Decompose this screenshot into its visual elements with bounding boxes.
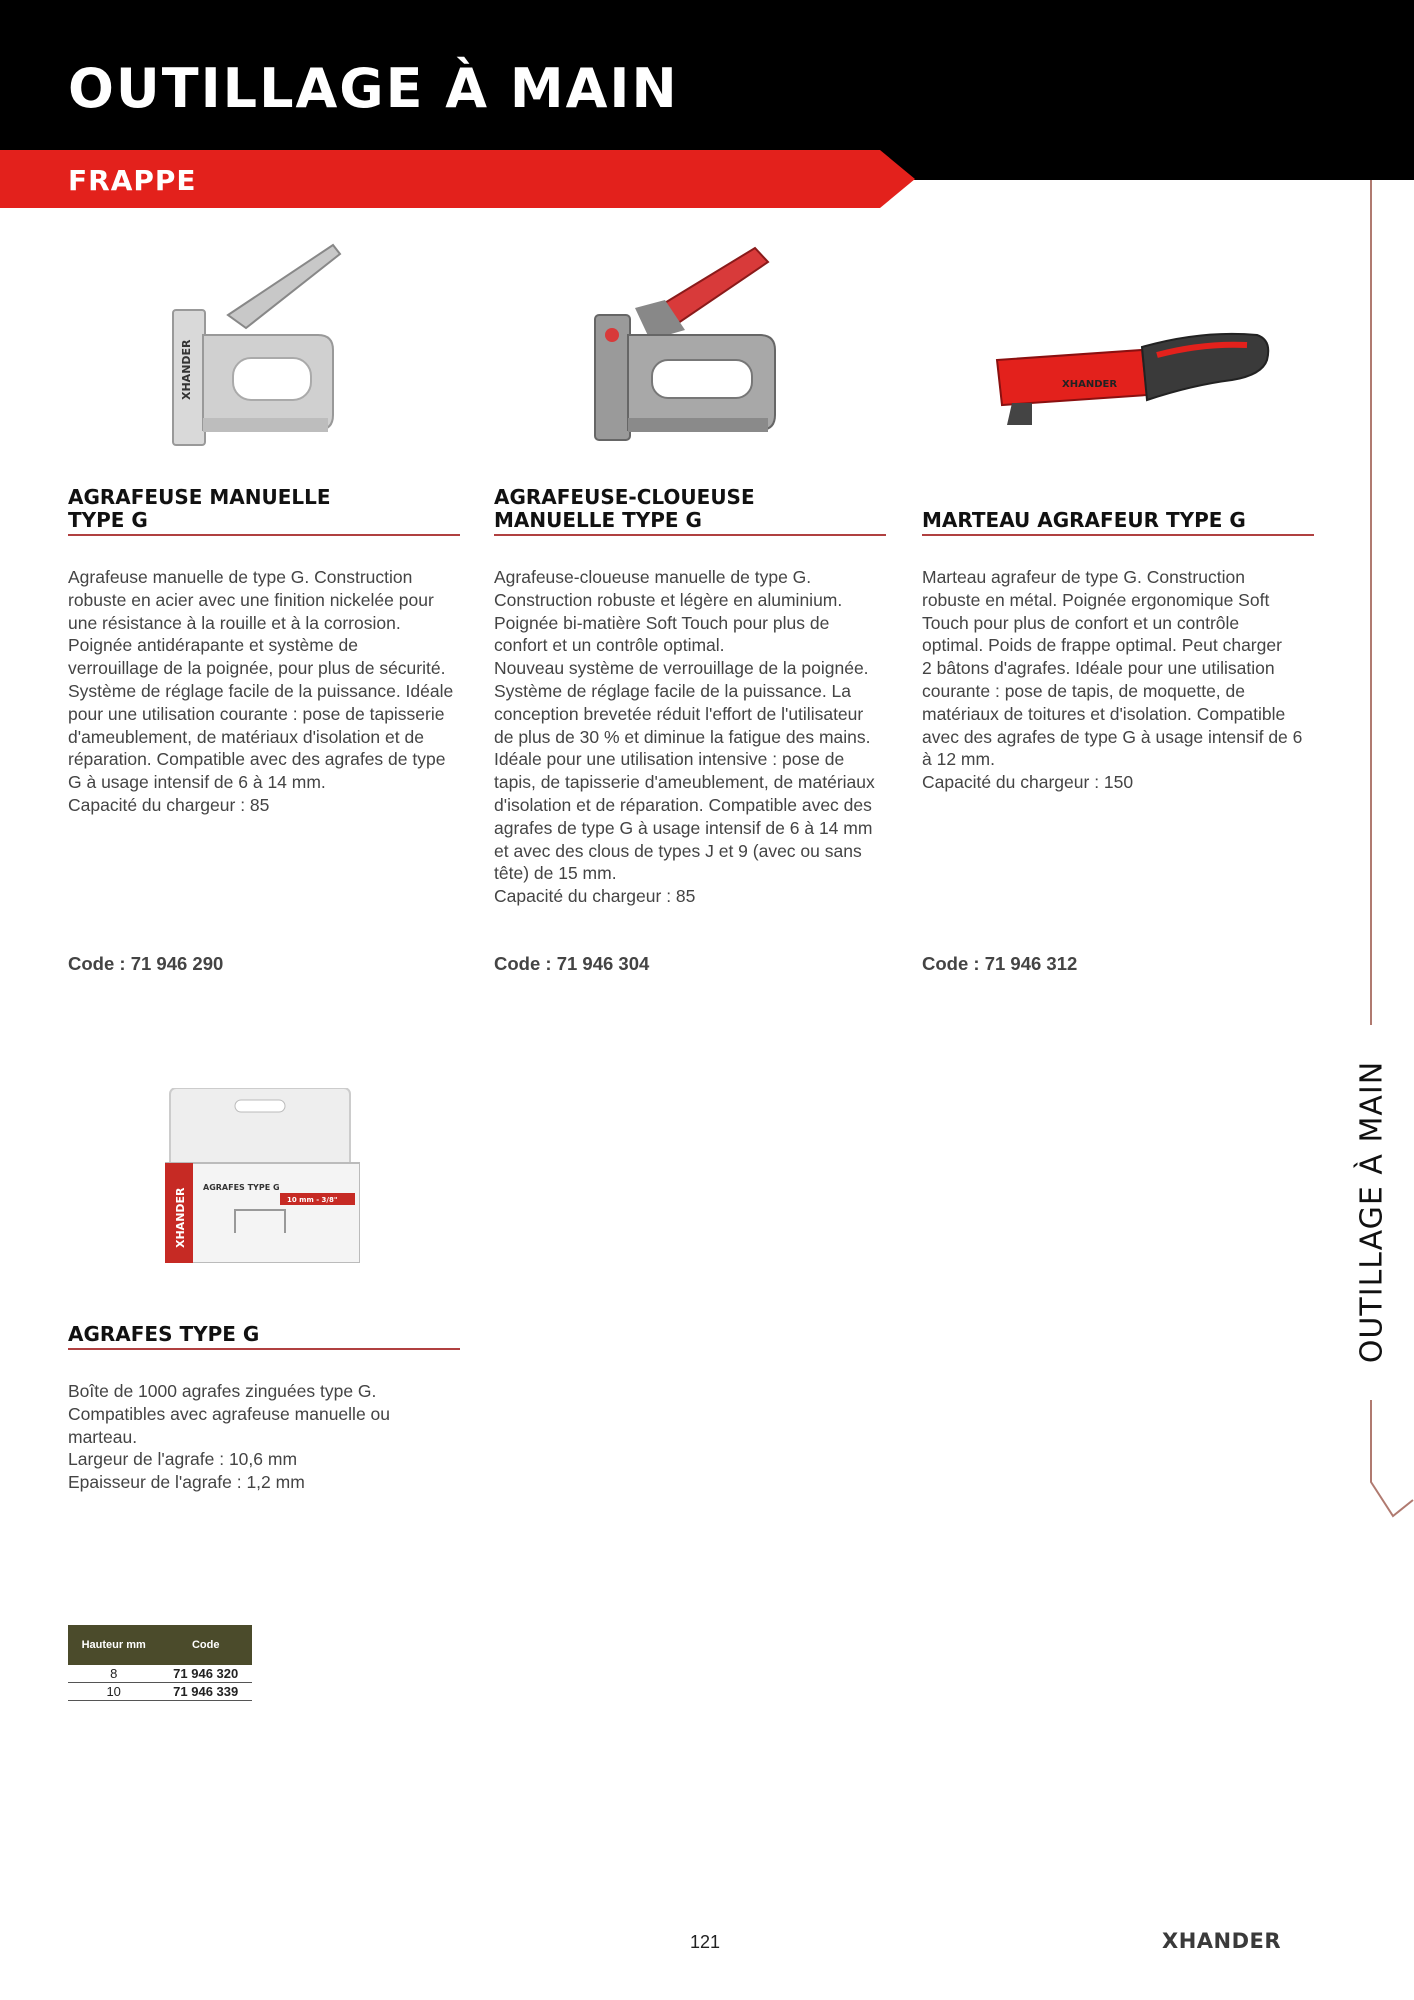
product-description <box>494 566 894 908</box>
svg-text:XHANDER: XHANDER <box>1062 379 1118 390</box>
table-row <box>68 1665 252 1683</box>
description-line: Agrafeuse manuelle de type G. Construction <box>68 567 413 587</box>
staples-code-table <box>68 1625 252 1701</box>
description-line: Epaisseur de l'agrafe : 1,2 mm <box>68 1472 305 1493</box>
product-title <box>68 1292 460 1350</box>
description-line: réparation. Compatible avec des agrafes de type <box>68 749 446 770</box>
side-chevron-icon <box>1368 1470 1414 1520</box>
staples-box-image <box>165 1088 360 1263</box>
side-rule <box>1370 1400 1372 1480</box>
page-number: 121 <box>690 1932 721 1952</box>
stapler-image <box>168 240 348 450</box>
description-line: optimal. Poids de frappe optimal. Peut charger <box>922 635 1282 656</box>
product-title-line: MARTEAU AGRAFEUR TYPE G <box>922 508 1246 532</box>
table-cell-height: 10 <box>68 1683 159 1701</box>
description-line: Nouveau système de verrouillage de la poignée. <box>494 658 869 679</box>
product-description <box>922 566 1322 794</box>
table-cell-code: 71 946 339 <box>159 1683 252 1701</box>
stapler-nailer-image <box>590 240 780 445</box>
description-line: avec des agrafes de type G à usage intensif de 6 <box>922 726 1303 747</box>
box-name: AGRAFES TYPE G <box>203 1183 280 1192</box>
description-line: une résistance à la rouille et à la corrosion. <box>68 612 401 633</box>
box-brand: XHANDER <box>174 1187 187 1248</box>
description-line: Compatibles avec agrafeuse manuelle ou <box>68 1403 390 1424</box>
description-line: à 12 mm. <box>922 749 995 770</box>
description-line: Système de réglage facile de la puissance. La <box>494 680 852 701</box>
description-line: de plus de 30 % et diminue la fatigue des mains. <box>494 726 871 747</box>
description-line: Capacité du chargeur : 85 <box>494 886 696 907</box>
table-header-height: Hauteur mm <box>68 1625 159 1665</box>
product-code: Code : 71 946 312 <box>922 953 1078 974</box>
description-line: et avec des clous de types J et 9 (avec ou sans <box>494 840 862 861</box>
svg-text:XHANDER: XHANDER <box>180 339 193 400</box>
description-line: courante : pose de tapis, de moquette, de <box>922 680 1245 701</box>
description-line: tête) de 15 mm. <box>494 863 617 884</box>
brand-text: XHANDER <box>1162 1929 1282 1952</box>
product-code: Code : 71 946 290 <box>68 953 224 974</box>
table-cell-height: 8 <box>68 1665 159 1683</box>
description-line: Agrafeuse-cloueuse manuelle de type G. <box>494 567 812 587</box>
description-line: verrouillage de la poignée, pour plus de sécurité. <box>68 658 446 679</box>
description-line: Touch pour plus de confort et un contrôle <box>922 612 1240 633</box>
description-line: Largeur de l'agrafe : 10,6 mm <box>68 1449 298 1470</box>
box-size: 10 mm - 3/8" <box>287 1196 338 1204</box>
product-description <box>68 566 468 817</box>
product-title-line: TYPE G <box>68 508 148 532</box>
side-rule <box>1370 180 1372 1025</box>
description-line: d'isolation et de réparation. Compatible avec des <box>494 794 872 815</box>
description-line: Idéale pour une utilisation intensive : pose de <box>494 749 845 770</box>
description-line: Boîte de 1000 agrafes zinguées type G. <box>68 1381 377 1401</box>
product-title-line: MANUELLE TYPE G <box>494 508 702 532</box>
hammer-tacker-image <box>992 325 1272 435</box>
product-title-line: AGRAFES TYPE G <box>68 1322 260 1346</box>
brand-logo <box>1162 1928 1318 1952</box>
description-line: pour une utilisation courante : pose de tapisserie <box>68 703 445 724</box>
description-line: Système de réglage facile de la puissance. Idéale <box>68 680 454 701</box>
description-line: d'ameublement, de matériaux d'isolation et de <box>68 726 424 747</box>
product-title-line: AGRAFEUSE MANUELLE <box>68 485 331 509</box>
product-title <box>68 478 460 536</box>
description-line: Poignée antidérapante et système de <box>68 635 358 656</box>
table-cell-code: 71 946 320 <box>159 1665 252 1683</box>
page-title: OUTILLAGE À MAIN <box>68 57 679 120</box>
description-line: G à usage intensif de 6 à 14 mm. <box>68 772 326 793</box>
description-line: Construction robuste et légère en aluminium. <box>494 589 843 610</box>
description-line: robuste en acier avec une finition nickelée pour <box>68 589 434 610</box>
table-header-code: Code <box>159 1625 252 1665</box>
description-line: Poignée bi-matière Soft Touch pour plus de <box>494 612 830 633</box>
product-title <box>922 478 1314 536</box>
section-label: FRAPPE <box>68 164 197 197</box>
description-line: robuste en métal. Poignée ergonomique Soft <box>922 589 1270 610</box>
description-line: confort et un contrôle optimal. <box>494 635 725 656</box>
product-title <box>494 478 886 536</box>
description-line: Capacité du chargeur : 85 <box>68 794 270 815</box>
description-line: marteau. <box>68 1426 138 1447</box>
description-line: matériaux de toitures et d'isolation. Compatible <box>922 703 1286 724</box>
product-description <box>68 1380 468 1494</box>
product-title-line: AGRAFEUSE-CLOUEUSE <box>494 485 755 509</box>
description-line: agrafes de type G à usage intensif de 6 à 14 mm <box>494 817 873 838</box>
product-code: Code : 71 946 304 <box>494 953 650 974</box>
description-line: Marteau agrafeur de type G. Construction <box>922 567 1245 587</box>
table-row <box>68 1683 252 1701</box>
description-line: Capacité du chargeur : 150 <box>922 772 1134 793</box>
side-section-label: OUTILLAGE À MAIN <box>1354 1060 1390 1364</box>
description-line: conception brevetée réduit l'effort de l'utilisateur <box>494 703 864 724</box>
description-line: tapis, de tapisserie d'ameublement, de matériaux <box>494 772 875 793</box>
description-line: 2 bâtons d'agrafes. Idéale pour une utilisation <box>922 658 1275 679</box>
